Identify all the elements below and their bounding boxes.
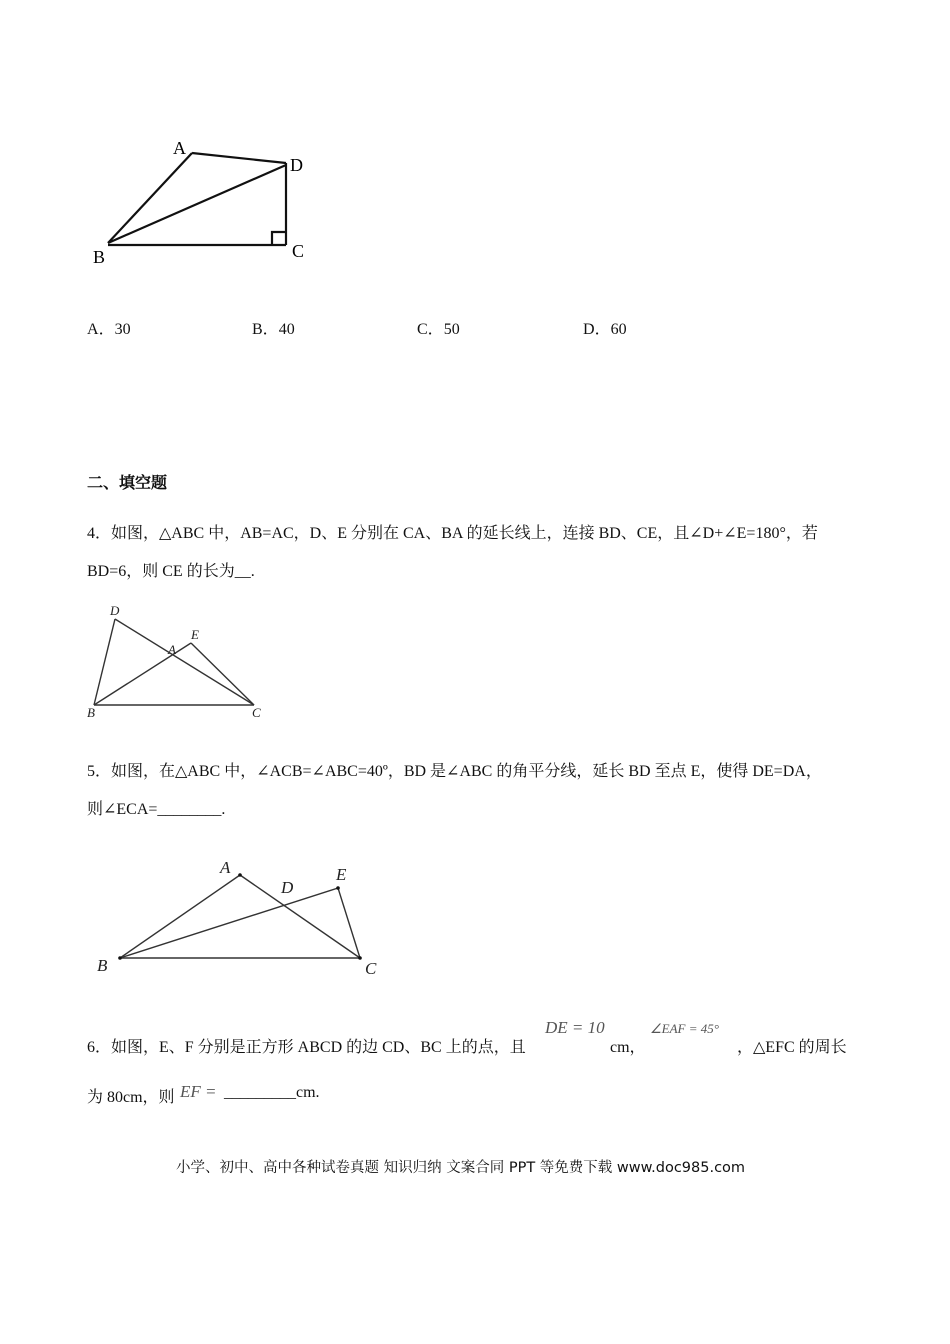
q6-text-line1-a: 6．如图，E、F 分别是正方形 ABCD 的边 CD、BC 上的点，且 — [87, 1039, 526, 1056]
option-b[interactable]: B．40 — [252, 321, 295, 338]
segment-ac — [240, 875, 360, 958]
figure-q5-triangle — [92, 850, 392, 980]
point-c — [358, 956, 362, 960]
label-b: B — [93, 247, 106, 267]
label-c: C — [292, 241, 305, 261]
segment-dc — [115, 619, 254, 705]
q6-math-angle: ∠EAF = 45° — [650, 1021, 719, 1036]
option-c[interactable]: C．50 — [417, 321, 460, 338]
label-b: B — [97, 956, 108, 975]
segment-ba — [120, 875, 240, 958]
label-c: C — [252, 705, 261, 720]
segment-ec — [338, 888, 360, 958]
q5-text-line2: 则∠ECA=________. — [87, 801, 226, 818]
q6-text-line2-b: _________cm. — [224, 1084, 320, 1101]
q4-text-line1: 4．如图，△ABC 中，AB=AC，D、E 分别在 CA、BA 的延长线上，连接 BD、CE，且∠D+∠E=180°，若 — [87, 525, 818, 542]
label-a: A — [173, 138, 186, 158]
q6-math-de: DE = 10 — [545, 1018, 605, 1037]
label-a: A — [220, 858, 231, 877]
right-angle-mark — [272, 232, 286, 245]
label-e: E — [336, 865, 347, 884]
q6-text-line1-c: ，△EFC 的周长 — [737, 1039, 847, 1056]
segment-bd — [94, 619, 115, 705]
segment-be — [120, 888, 338, 958]
label-e: E — [191, 627, 199, 642]
q4-text-line2: BD=6，则 CE 的长为__. — [87, 563, 255, 580]
q6-text-line2-a: 为 80cm，则 — [87, 1089, 175, 1106]
figure-q4-triangle — [82, 602, 272, 722]
figure-quadrilateral-abcd — [85, 130, 325, 270]
q6-text-line1-b: cm， — [610, 1039, 646, 1056]
segment-be — [94, 643, 191, 705]
section-title: 二、填空题 — [87, 475, 168, 492]
point-b — [118, 956, 122, 960]
point-a — [238, 873, 242, 877]
q6-math-ef: EF = — [180, 1082, 217, 1101]
segment-ab — [108, 153, 192, 243]
segment-bd — [108, 165, 286, 243]
label-b: B — [87, 705, 95, 720]
point-e — [336, 886, 340, 890]
label-d: D — [281, 878, 294, 897]
option-d[interactable]: D．60 — [583, 321, 627, 338]
option-a[interactable]: A．30 — [87, 321, 131, 338]
label-d: D — [290, 155, 303, 175]
page-footer: 小学、初中、高中各种试卷真题 知识归纳 文案合同 PPT 等免费下载 www.doc985.com — [176, 1160, 746, 1176]
segment-ad — [192, 153, 286, 163]
q5-text-line1: 5．如图，在△ABC 中，∠ACB=∠ABC=40º，BD 是∠ABC 的角平分线，延长 BD 至点 E，使得 DE=DA， — [87, 763, 822, 780]
label-c: C — [365, 959, 377, 978]
label-a: A — [168, 642, 176, 657]
label-d: D — [110, 603, 120, 618]
segment-ec — [191, 643, 254, 705]
